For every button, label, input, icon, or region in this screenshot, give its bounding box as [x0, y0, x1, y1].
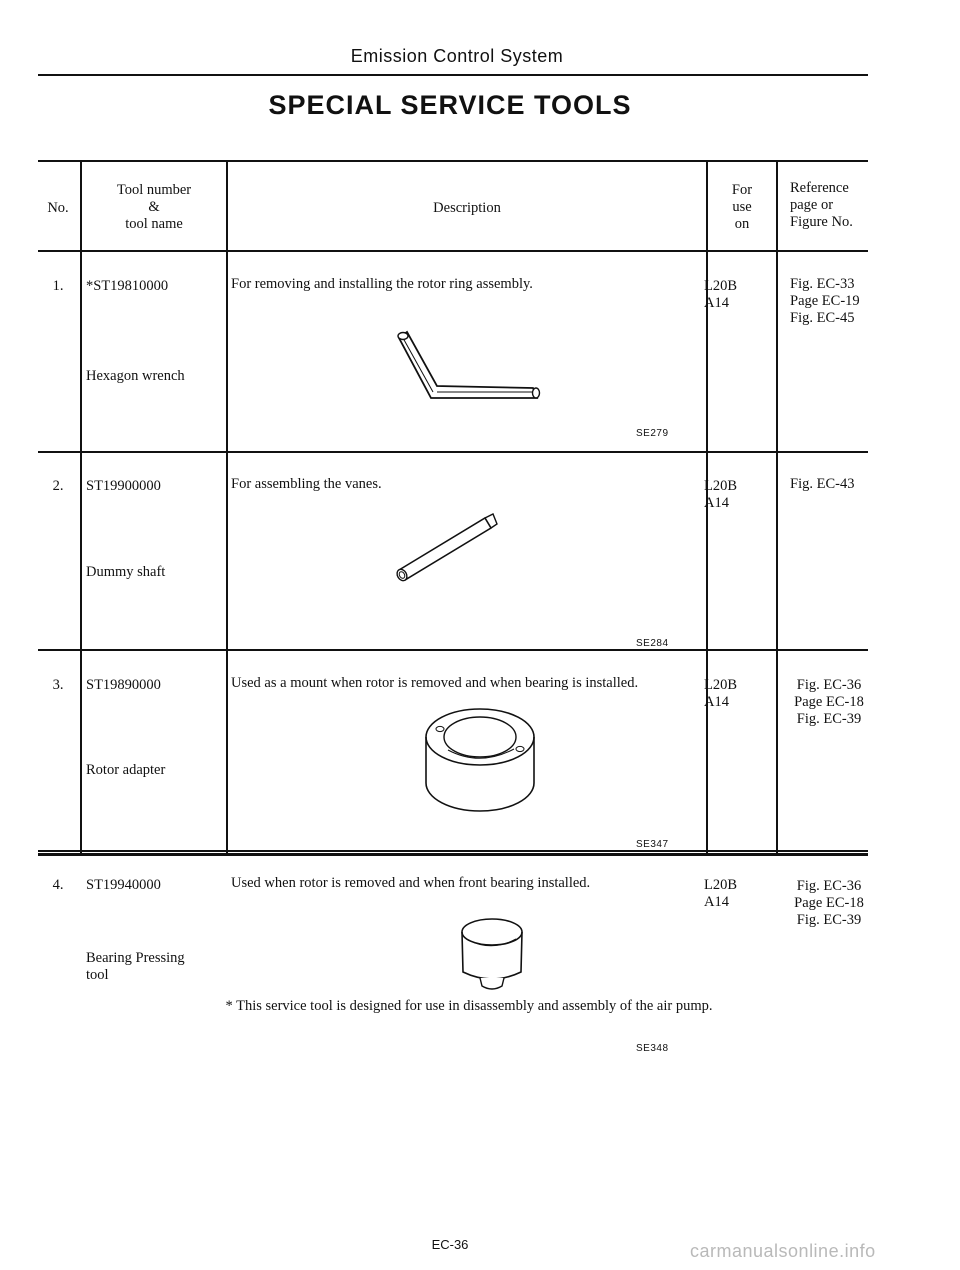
row-number: 4. [52, 877, 64, 893]
tool-description: For assembling the vanes. [231, 476, 382, 492]
for-use-on: L20B A14 [704, 877, 738, 910]
tool-description: Used when rotor is removed and when front bearing installed. [231, 875, 591, 891]
tool-name: Dummy shaft [86, 564, 166, 580]
tool-number: *ST19810000 [86, 278, 169, 294]
row-separator [38, 850, 868, 852]
figure-code: SE279 [636, 428, 669, 439]
reference: Fig. EC-33 Page EC-19 Fig. EC-45 [790, 276, 860, 326]
header-rule [38, 74, 868, 76]
header-separator [38, 250, 868, 252]
row-separator [38, 649, 868, 651]
column-divider [226, 160, 228, 855]
column-header-tool-number: Tool number & tool name [116, 182, 192, 232]
tool-name: Hexagon wrench [86, 368, 185, 384]
figure-code: SE284 [636, 638, 669, 649]
page-number: EC-36 [431, 1237, 469, 1252]
rotor-adapter-icon [418, 705, 543, 815]
row-number: 3. [52, 677, 64, 693]
reference: Fig. EC-43 [790, 476, 855, 492]
tool-description: Used as a mount when rotor is removed and when bearing is installed. [231, 675, 639, 691]
table-top-rule [38, 160, 868, 162]
column-header-no: No. [47, 200, 69, 216]
reference: Fig. EC-36 Page EC-18 Fig. EC-39 [794, 677, 864, 727]
bearing-pressing-tool-icon [458, 916, 528, 998]
dummy-shaft-icon [393, 512, 503, 587]
tool-name: Bearing Pressing tool [86, 950, 185, 983]
tool-number: ST19890000 [86, 677, 161, 693]
table-bottom-rule [38, 853, 868, 856]
for-use-on: L20B A14 [704, 278, 738, 311]
tool-name: Rotor adapter [86, 762, 166, 778]
row-number: 1. [52, 278, 64, 294]
tool-number: ST19900000 [86, 478, 161, 494]
figure-code: SE348 [636, 1043, 669, 1054]
column-header-reference: Reference page or Figure No. [790, 180, 853, 230]
page-heading: SPECIAL SERVICE TOOLS [268, 90, 632, 120]
for-use-on: L20B A14 [704, 677, 738, 710]
for-use-on: L20B A14 [704, 478, 738, 511]
footnote: * This service tool is designed for use in disassembly and assembly of the air pump. [225, 998, 713, 1014]
reference: Fig. EC-36 Page EC-18 Fig. EC-39 [794, 878, 864, 928]
column-header-for-use-on: For use on [731, 182, 753, 232]
column-divider [80, 160, 82, 855]
row-separator [38, 451, 868, 453]
tool-description: For removing and installing the rotor ring assembly. [231, 276, 533, 292]
watermark: carmanualsonline.info [690, 1241, 876, 1261]
row-number: 2. [52, 478, 64, 494]
section-title: Emission Control System [350, 46, 564, 66]
figure-code: SE347 [636, 839, 669, 850]
column-header-description: Description [433, 200, 501, 216]
hexagon-wrench-icon [393, 328, 583, 408]
tool-number: ST19940000 [86, 877, 161, 893]
